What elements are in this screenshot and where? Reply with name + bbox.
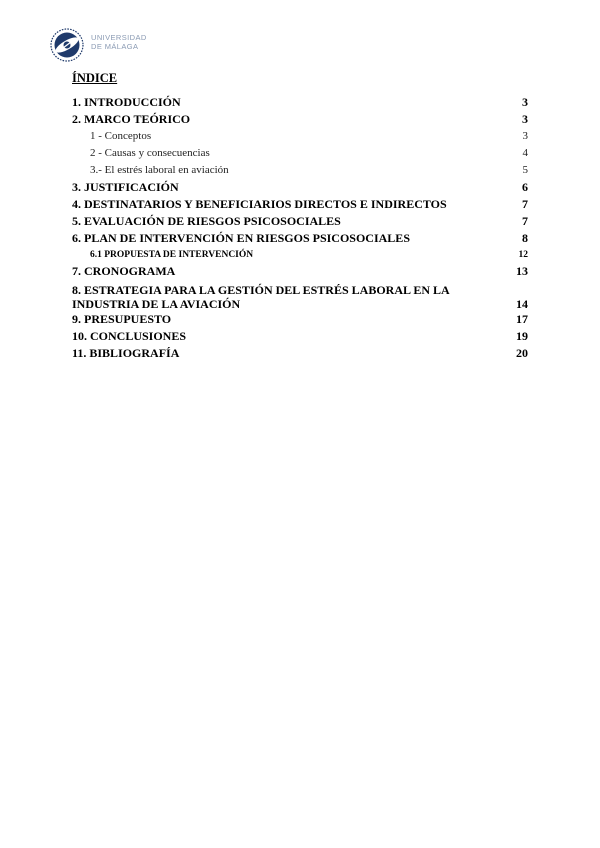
toc-entry-title: 2 - Causas y consecuencias: [90, 147, 210, 159]
toc-entry[interactable]: [72, 213, 528, 230]
toc-subentry[interactable]: [72, 162, 528, 179]
toc-entry-title: 1 - Conceptos: [90, 130, 152, 142]
toc-entry-page: 12: [518, 250, 528, 260]
toc-entry[interactable]: [72, 94, 528, 111]
toc-entry-title: 2. MARCO TEÓRICO: [72, 112, 191, 126]
toc-entry-page: 19: [516, 329, 528, 343]
toc-entry[interactable]: [72, 328, 528, 345]
toc-entry-title: 3. JUSTIFICACIÓN: [72, 180, 179, 194]
toc-entry-page: 4: [522, 147, 528, 159]
toc-heading: ÍNDICE: [72, 71, 118, 85]
toc-entry-page: 8: [522, 231, 528, 245]
toc-entry-title: 9. PRESUPUESTO: [72, 312, 172, 326]
university-logo: [49, 27, 169, 63]
toc-entry[interactable]: [72, 263, 528, 280]
toc-entry[interactable]: [72, 230, 528, 247]
toc-subentry[interactable]: [72, 247, 528, 263]
toc-entry[interactable]: [72, 311, 528, 328]
toc-entry-title: 4. DESTINATARIOS Y BENEFICIARIOS DIRECTOS E INDIRECTOS: [72, 197, 447, 211]
logo-line-1: UNIVERSIDAD: [91, 33, 147, 42]
toc-entry-page: 3: [522, 95, 528, 109]
logo-wordmark: [91, 33, 147, 51]
toc-entry-title: 8. ESTRATEGIA PARA LA GESTIÓN DEL ESTRÉS LABORAL EN LA INDUSTRIA DE LA AVIACIÓN: [72, 283, 450, 311]
toc-entry[interactable]: [72, 196, 528, 213]
toc-entry-title: 3.- El estrés laboral en aviación: [90, 164, 229, 176]
toc-entry-title: 1. INTRODUCCIÓN: [72, 95, 181, 109]
toc-entry-page: 20: [516, 346, 528, 360]
toc-entry-title: 5. EVALUACIÓN DE RIESGOS PSICOSOCIALES: [72, 214, 341, 228]
toc-entry-page: 13: [516, 264, 528, 278]
toc-entry-title: 7. CRONOGRAMA: [72, 264, 176, 278]
toc-entry-page: 17: [516, 312, 528, 326]
table-of-contents: [72, 94, 528, 362]
toc-entry-page: 6: [522, 180, 528, 194]
logo-line-2: DE MÁLAGA: [91, 42, 139, 51]
toc-entry[interactable]: [72, 280, 528, 311]
toc-entry-title: 10. CONCLUSIONES: [72, 329, 187, 343]
toc-subentry[interactable]: [72, 128, 528, 145]
toc-subentry[interactable]: [72, 145, 528, 162]
toc-entry-title: 11. BIBLIOGRAFÍA: [72, 346, 180, 360]
toc-entry-page: 5: [522, 164, 528, 176]
toc-entry[interactable]: [72, 179, 528, 196]
toc-entry[interactable]: [72, 111, 528, 128]
toc-entry-page: 3: [522, 112, 528, 126]
toc-entry-page: 14: [516, 297, 528, 311]
toc-entry-page: 7: [522, 197, 528, 211]
toc-entry-title: 6.1 PROPUESTA DE INTERVENCIÓN: [90, 250, 254, 260]
university-seal-icon: [49, 27, 87, 63]
toc-entry-page: 3: [522, 130, 528, 142]
toc-entry-title: 6. PLAN DE INTERVENCIÓN EN RIESGOS PSICOSOCIALES: [72, 231, 410, 245]
toc-entry[interactable]: [72, 345, 528, 362]
toc-entry-page: 7: [522, 214, 528, 228]
